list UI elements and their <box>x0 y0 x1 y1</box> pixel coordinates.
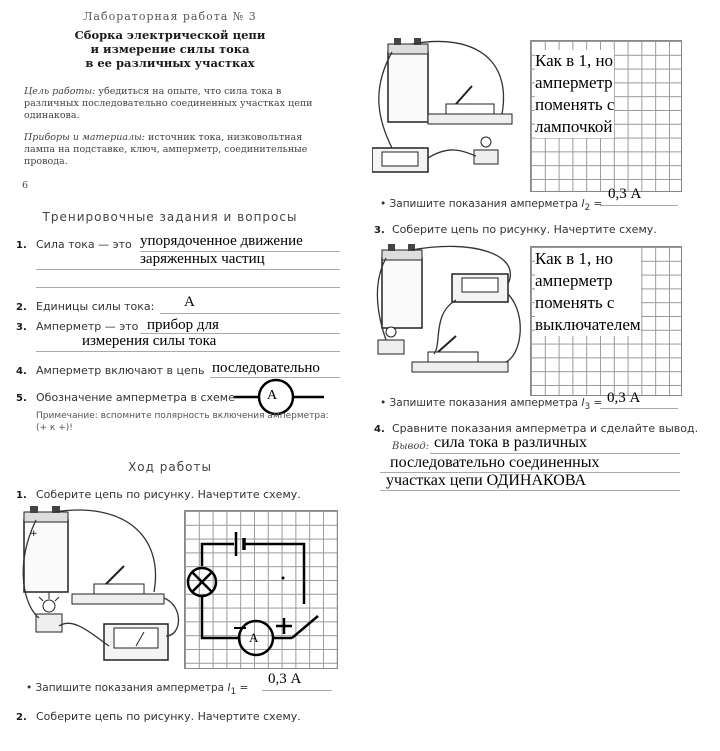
work-heading: Ход работы <box>128 460 212 474</box>
q3-text: Амперметр — это <box>36 320 139 333</box>
note-step-3: Как в 1, но амперметр поменять с выключателем <box>535 249 641 334</box>
s3-text: Соберите цепь по рисунку. Начертите схему. <box>392 223 657 236</box>
conclusion-label: Вывод: <box>392 441 430 452</box>
q2-number: 2. <box>16 302 27 313</box>
current-subscript: 1 <box>230 687 237 698</box>
answer-line <box>262 690 332 691</box>
schematic-ammeter-letter: A <box>249 630 259 645</box>
page-number: 6 <box>22 180 29 191</box>
q3-answer-line-2: измерения силы тока <box>82 333 217 349</box>
note-text: вспомните полярность включения амперметра: (+ к +)! <box>36 411 329 433</box>
apparatus-illustration-1 <box>14 506 184 676</box>
q4-text: Амперметр включают в цепь <box>36 364 205 377</box>
s1-record: • Запишите показания амперметра $I_1$ = <box>26 682 249 698</box>
lab-title: Сборка электрической цепи и измерение силы тока в ее различных участках <box>74 28 266 70</box>
materials-paragraph <box>24 132 324 168</box>
note-label: Примечание: <box>36 411 98 421</box>
s1-text: Соберите цепь по рисунку. Начертите схему. <box>36 488 301 501</box>
q1-answer-line-2: заряженных частиц <box>140 251 265 267</box>
goal-label: Цель работы: <box>24 86 96 97</box>
s2-current-value: 0,3 А <box>608 186 642 202</box>
answer-line <box>600 205 678 206</box>
q4-number: 4. <box>16 366 27 377</box>
answer-line <box>380 490 680 491</box>
current-symbol: I <box>227 682 231 694</box>
q2-text: Единицы силы тока: <box>36 300 155 313</box>
s1-number: 1. <box>16 490 27 501</box>
materials-text: источник тока, низковольтная лампа на подставке, ключ, амперметр, соединительные провода. <box>24 132 308 167</box>
q3-number: 3. <box>16 322 27 333</box>
s4-text: Сравните показания амперметра и сделайте вывод. <box>392 422 699 435</box>
goal-text: убедиться на опыте, что сила тока в различных последовательно соединенных участках цепи одинакова. <box>24 86 313 121</box>
answer-line <box>36 287 340 288</box>
conclusion-line-3: участках цепи ОДИНАКОВА <box>386 472 587 489</box>
lab-number: Лабораторная работа № 3 <box>83 10 257 23</box>
apparatus-illustration-3 <box>372 244 532 390</box>
materials-label: Приборы и материалы: <box>24 132 145 143</box>
q4-answer: последовательно <box>212 360 320 376</box>
s1-current-value: 0,3 А <box>268 671 302 687</box>
note-paragraph <box>36 410 336 434</box>
q1-number: 1. <box>16 240 27 251</box>
s3-record-text: Запишите показания амперметра <box>389 397 579 409</box>
s3-current-value: 0,3 А <box>607 390 641 406</box>
answer-line <box>160 313 340 314</box>
s2-record: • Запишите показания амперметра $I_2$ = <box>380 198 603 214</box>
s2-record-text: Запишите показания амперметра <box>389 198 579 210</box>
q1-text: Сила тока — это <box>36 238 132 251</box>
s1-record-text: Запишите показания амперметра <box>35 682 225 694</box>
s4-number: 4. <box>374 424 385 435</box>
answer-line <box>36 269 340 270</box>
s2-text: Соберите цепь по рисунку. Начертите схему. <box>36 710 301 723</box>
training-heading: Тренировочные задания и вопросы <box>42 210 298 224</box>
q5-number: 5. <box>16 393 27 404</box>
apparatus-illustration-2 <box>372 38 532 188</box>
battery-plus-sign: + <box>30 529 38 539</box>
q2-answer: А <box>184 294 195 310</box>
s2-number: 2. <box>16 712 27 723</box>
conclusion-line-1: сила тока в различных <box>434 434 588 451</box>
s3-number: 3. <box>374 225 385 236</box>
answer-line <box>600 408 678 409</box>
conclusion-line-2: последовательно соединенных <box>390 454 600 471</box>
q5-text: Обозначение амперметра в схеме <box>36 391 235 404</box>
q3-answer-line-1: прибор для <box>147 317 219 333</box>
note-step-2: Как в 1, но амперметр поменять с лампочкой <box>535 51 615 136</box>
answer-line <box>36 351 340 352</box>
q1-answer-line-1: упорядоченное движение <box>140 233 303 249</box>
ammeter-symbol-letter: A <box>267 388 278 403</box>
s3-record: • Запишите показания амперметра $I_3$ = <box>380 397 603 413</box>
goal-paragraph <box>24 86 324 122</box>
